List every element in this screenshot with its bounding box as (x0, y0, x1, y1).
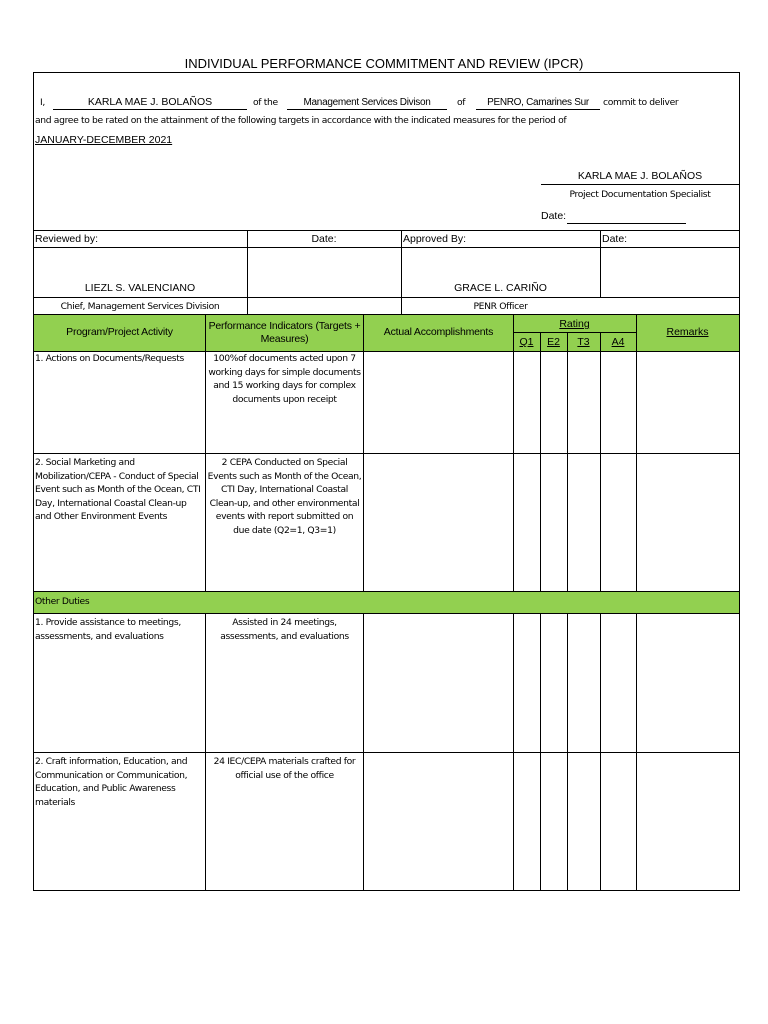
row-1-activity: 1. Actions on Documents/Requests (35, 353, 184, 364)
approver-position: PENR Officer (473, 301, 528, 312)
form-title: INDIVIDUAL PERFORMANCE COMMITMENT AND REVIEW (IPCR) (184, 56, 584, 71)
rating-period: JANUARY-DECEMBER 2021 (35, 134, 173, 146)
other-row-1-indicator: Assisted in 24 meetings, assessments, and evaluations (220, 617, 349, 642)
ratee-date-label: Date: (541, 210, 567, 222)
approved-by-label: Approved By: (403, 233, 467, 245)
other-duties-label: Other Duties (35, 596, 90, 607)
location-field: PENRO, Camarines Sur (476, 96, 600, 110)
header-t3: T3 (577, 336, 590, 348)
row-2-activity: 2. Social Marketing and Mobilization/CEPA - Conduct of Special Event such as Month of the Ocean, CTI Day, International Coastal Clean-up and Other Environment Events (35, 457, 201, 523)
header-a4: A4 (611, 336, 625, 348)
other-row-1-activity: 1. Provide assistance to meetings, assessments, and evaluations (35, 617, 181, 642)
row-1-indicator: 100%of documents acted upon 7 working days for simple documents and 15 working days for complex documents upon receipt (208, 353, 361, 405)
of-the-label: of the (253, 97, 278, 108)
other-row-2-indicator: 24 IEC/CEPA materials crafted for official use of the office (213, 756, 356, 781)
header-activity: Program/Project Activity (66, 326, 173, 338)
reviewed-by-label: Reviewed by: (35, 233, 99, 245)
header-q1: Q1 (519, 336, 534, 348)
office-field: Management Services Divison (287, 96, 447, 110)
other-row-2-activity: 2. Craft information, Education, and Communication or Communication, Education, and Public Awareness materials (35, 756, 188, 808)
approver-name: GRACE L. CARIÑO (454, 282, 547, 294)
header-e2: E2 (547, 336, 560, 348)
reviewer-position: Chief, Management Services Division (60, 301, 220, 312)
ratee-signature-name: KARLA MAE J. BOLAÑOS (577, 170, 703, 182)
commit-label: commit to deliver (603, 97, 679, 108)
header-accomplishments: Actual Accomplishments (383, 326, 494, 338)
row-2-indicator: 2 CEPA Conducted on Special Events such as Month of the Ocean, CTI Day, International Coastal Clean-up, and other environmental events with report submitted on due date (Q2=1, Q3=1) (207, 457, 362, 536)
header-rating: Rating (559, 318, 590, 330)
ratee-date-line (567, 223, 686, 224)
reviewer-name: LIEZL S. VALENCIANO (84, 282, 196, 294)
review-date-label: Date: (311, 233, 337, 245)
of-label: of (457, 97, 466, 108)
header-remarks: Remarks (666, 326, 709, 338)
commitment-prefix: I, (40, 97, 45, 108)
approval-date-label: Date: (602, 233, 628, 245)
commitment-statement: and agree to be rated on the attainment of the following targets in accordance with the indicated measures for the period of (35, 115, 567, 126)
ratee-name-field: KARLA MAE J. BOLAÑOS (53, 96, 247, 110)
header-indicators: Performance Indicators (Targets + Measures) (208, 320, 361, 345)
ratee-position: Project Documentation Specialist (569, 189, 711, 200)
